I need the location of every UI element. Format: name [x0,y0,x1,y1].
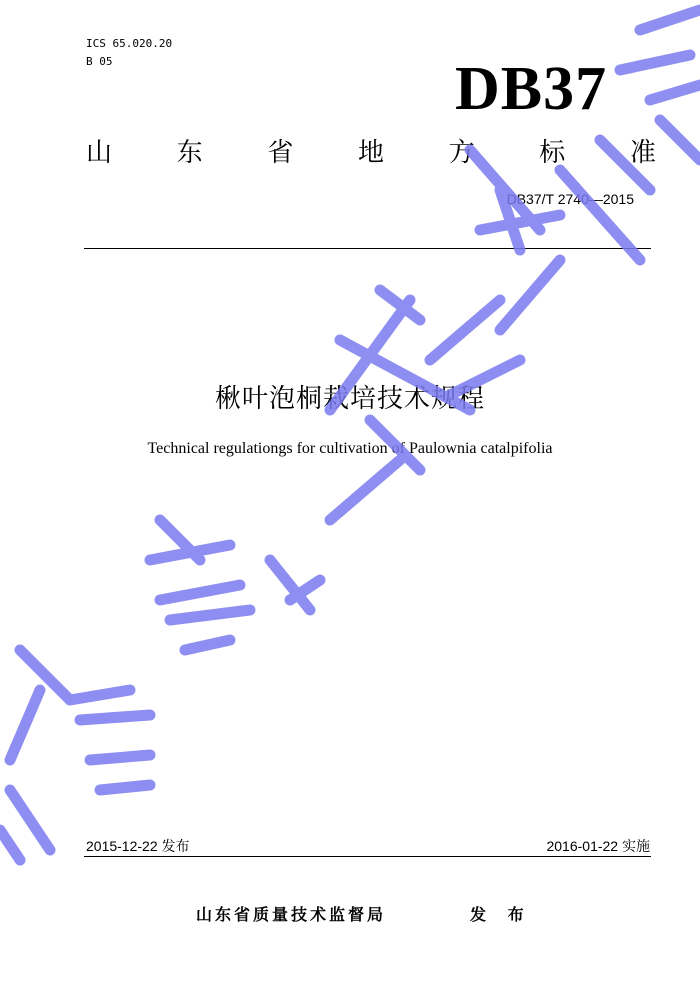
standard-type-char: 东 [176,138,203,168]
standard-type-char: 准 [629,138,656,168]
implementation-date: 2016-01-22 实施 [546,838,650,854]
issuing-authority: 山东省质量技术监督局 [196,905,387,924]
standard-type-char: 方 [448,138,475,168]
standard-number: DB37/T 2740—2015 [506,191,634,207]
standard-type-char: 省 [267,138,294,168]
release-date: 2015-12-22 发布 [86,838,190,854]
ics-code: ICS 65.020.20 [86,37,173,50]
standard-type-char: 山 [86,138,113,168]
standard-type-char: 地 [357,138,384,168]
standard-code-logo: DB37 [455,55,608,123]
footer-divider [84,856,651,857]
classification-code: B 05 [86,55,113,68]
standard-type-char: 标 [539,138,566,168]
document-title-english: Technical regulationgs for cultivation of Paulownia catalpifolia [147,440,553,457]
issue-label: 发 布 [470,905,532,924]
document-title-chinese: 楸叶泡桐栽培技术规程 [214,384,485,414]
header-divider [84,248,651,249]
standard-type-heading [86,133,656,173]
